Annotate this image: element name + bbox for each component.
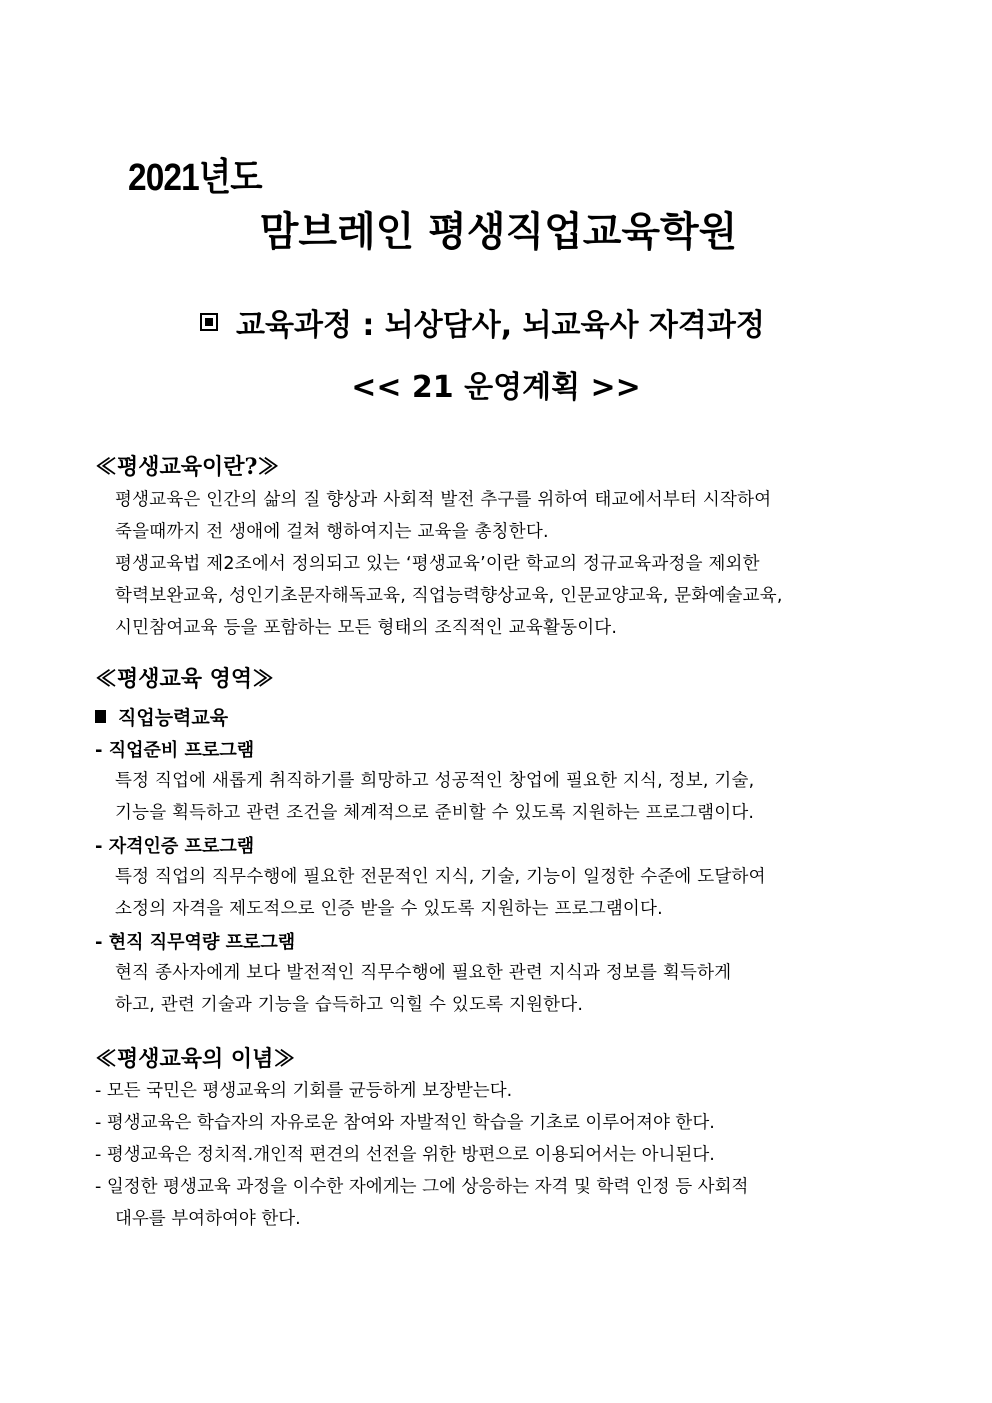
- section-title-areas: ≪평생교육 영역≫: [95, 666, 275, 692]
- list-item: - 평생교육은 학습자의 자유로운 참여와 자발적인 학습을 기초로 이루어져야 한다.: [95, 1113, 715, 1133]
- section-title-what-is: ≪평생교육이란?≫: [95, 454, 280, 480]
- program-title: - 직업준비 프로그램: [95, 740, 255, 761]
- category-text: 직업능력교육: [118, 707, 229, 729]
- paragraph-line: 기능을 획득하고 관련 조건을 체계적으로 준비할 수 있도록 지원하는 프로그램이다.: [115, 803, 755, 823]
- paragraph-line: 죽을때까지 전 생애에 걸쳐 행하여지는 교육을 총칭한다.: [115, 522, 549, 542]
- category-heading: [95, 703, 228, 730]
- paragraph-line: 시민참여교육 등을 포함하는 모든 형태의 조직적인 교육활동이다.: [115, 618, 618, 638]
- list-item: - 평생교육은 정치적.개인적 편견의 선전을 위한 방편으로 이용되어서는 아니된다.: [95, 1145, 715, 1165]
- paragraph-line: 하고, 관련 기술과 기능을 습득하고 익힐 수 있도록 지원한다.: [115, 995, 584, 1015]
- paragraph-line: 현직 종사자에게 보다 발전적인 직무수행에 필요한 관련 지식과 정보를 획득하게: [115, 963, 732, 983]
- list-item: - 일정한 평생교육 과정을 이수한 자에게는 그에 상응하는 자격 및 학력 인정 등 사회적: [95, 1177, 749, 1197]
- list-item-continuation: 대우를 부여하여야 한다.: [115, 1209, 301, 1229]
- square-bullet-icon: [200, 313, 218, 331]
- section1-paragraph: [115, 484, 783, 644]
- paragraph-line: 특정 직업에 새롭게 취직하기를 희망하고 성공적인 창업에 필요한 지식, 정보, 기술,: [115, 771, 755, 791]
- course-heading: [200, 300, 765, 344]
- program-title: - 자격인증 프로그램: [95, 836, 255, 857]
- ideology-list: [95, 1075, 748, 1235]
- course-text: 교육과정 : 뇌상담사, 뇌교육사 자격과정: [236, 308, 765, 343]
- year-heading: 2021년도: [128, 157, 262, 199]
- paragraph-line: 학력보완교육, 성인기초문자해독교육, 직업능력향상교육, 인문교양교육, 문화예술교육,: [115, 586, 783, 606]
- program-description: [115, 861, 766, 925]
- paragraph-line: 평생교육은 인간의 삶의 질 향상과 사회적 발전 추구를 위하여 태교에서부터 시작하여: [115, 490, 772, 510]
- program-description: [115, 765, 754, 829]
- list-item: - 모든 국민은 평생교육의 기회를 균등하게 보장받는다.: [95, 1081, 513, 1101]
- academy-title: 맘브레인 평생직업교육학원: [259, 209, 738, 255]
- program-description: [115, 957, 731, 1021]
- program-title: - 현직 직무역량 프로그램: [95, 932, 296, 953]
- paragraph-line: 평생교육법 제2조에서 정의되고 있는 ‘평생교육’이란 학교의 정규교육과정을 제외한: [115, 554, 760, 574]
- paragraph-line: 특정 직업의 직무수행에 필요한 전문적인 지식, 기술, 기능이 일정한 수준에 도달하여: [115, 867, 766, 887]
- plan-heading: << 21 운영계획 >>: [351, 370, 641, 405]
- section-title-ideology: ≪평생교육의 이념≫: [95, 1046, 296, 1072]
- filled-square-icon: [95, 710, 106, 723]
- paragraph-line: 소정의 자격을 제도적으로 인증 받을 수 있도록 지원하는 프로그램이다.: [115, 899, 663, 919]
